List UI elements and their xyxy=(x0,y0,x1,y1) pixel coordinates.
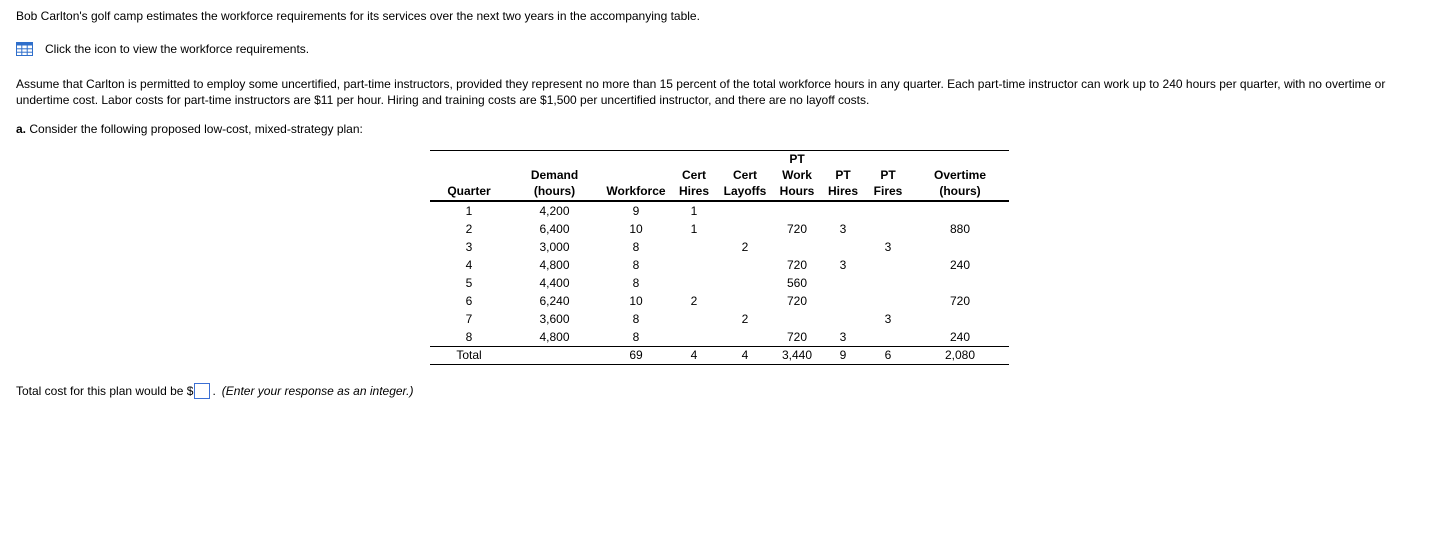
cell-workforce: 8 xyxy=(632,330,640,344)
table-row xyxy=(430,238,1009,256)
header-quarter: Quarter xyxy=(430,183,508,201)
cell-cert-hires: 1 xyxy=(690,222,698,236)
part-a-text: Consider the following proposed low-cost, mixed-strategy plan: xyxy=(29,122,363,136)
cell-pt-fires: 3 xyxy=(884,240,892,254)
cell-quarter: 8 xyxy=(465,330,473,344)
cell-cert-layoffs xyxy=(717,256,773,274)
header-overtime-line2: (hours) xyxy=(911,183,1009,201)
table-row xyxy=(430,328,1009,347)
cell-overtime: 240 xyxy=(949,258,971,272)
cell-cert-hires xyxy=(671,238,717,256)
cell-pt-fires xyxy=(865,274,911,292)
header-cert-hires-line2: Hires xyxy=(671,183,717,201)
answer-prefix: Total cost for this plan would be $ xyxy=(16,384,194,398)
cell-demand: 6,240 xyxy=(539,294,570,308)
cell-pt-fires: 3 xyxy=(884,312,892,326)
cell-cert-hires xyxy=(671,328,717,347)
cell-pt-hires: 3 xyxy=(839,330,847,344)
cell-pt-hires xyxy=(821,238,865,256)
workforce-plan-table-container xyxy=(430,150,1009,365)
cell-workforce: 8 xyxy=(632,240,640,254)
cell-workforce: 10 xyxy=(629,294,643,308)
table-row xyxy=(430,256,1009,274)
cell-overtime: 880 xyxy=(949,222,971,236)
header-cert-layoffs-line2: Layoffs xyxy=(717,183,773,201)
cell-workforce: 10 xyxy=(629,222,643,236)
total-label: Total xyxy=(430,347,508,365)
table-grid-icon[interactable] xyxy=(16,42,33,56)
cell-quarter: 6 xyxy=(465,294,473,308)
cell-pt-hires: 3 xyxy=(839,258,847,272)
cell-pt-hires xyxy=(821,274,865,292)
header-demand-line2: (hours) xyxy=(508,183,601,201)
cell-cert-hires xyxy=(671,274,717,292)
cell-demand: 6,400 xyxy=(539,222,570,236)
cell-demand: 4,200 xyxy=(539,204,570,218)
header-overtime-line1: Overtime xyxy=(933,168,987,182)
cell-quarter: 5 xyxy=(465,276,473,290)
total-cert-hires: 4 xyxy=(671,347,717,365)
cell-cert-hires: 1 xyxy=(690,204,698,218)
table-row xyxy=(430,310,1009,328)
cell-cert-layoffs xyxy=(717,220,773,238)
header-pt-fires-line1: PT xyxy=(880,168,896,182)
cell-workforce: 8 xyxy=(632,312,640,326)
cell-cert-layoffs xyxy=(717,201,773,220)
cell-demand: 4,400 xyxy=(539,276,570,290)
cell-pt-fires xyxy=(865,201,911,220)
total-workforce: 69 xyxy=(601,347,671,365)
cell-quarter: 7 xyxy=(465,312,473,326)
cell-demand: 4,800 xyxy=(539,258,570,272)
header-pt-hires-line2: Hires xyxy=(821,183,865,201)
cell-pt-work: 720 xyxy=(786,258,808,272)
cell-pt-hires xyxy=(821,201,865,220)
cell-pt-work xyxy=(773,201,821,220)
workforce-plan-table xyxy=(430,150,1009,365)
total-cert-layoffs: 4 xyxy=(717,347,773,365)
header-cert-hires-line1: Cert xyxy=(681,168,706,182)
cell-pt-work: 560 xyxy=(786,276,808,290)
cell-pt-hires xyxy=(821,292,865,310)
cell-quarter: 4 xyxy=(465,258,473,272)
answer-row xyxy=(16,383,413,399)
table-total-row xyxy=(430,347,1009,365)
cell-pt-fires xyxy=(865,292,911,310)
cell-cert-layoffs: 2 xyxy=(741,240,749,254)
intro-text: Bob Carlton's golf camp estimates the workforce requirements for its services over the next two years in the accompanying table. xyxy=(16,9,700,23)
cell-overtime xyxy=(911,201,1009,220)
cell-cert-hires xyxy=(671,256,717,274)
table-row xyxy=(430,201,1009,220)
header-pt-work-line2: Work xyxy=(782,168,812,182)
assumption-text: Assume that Carlton is permitted to employ some uncertified, part-time instructors, provided they represent no more than 15 percent of the total workforce hours in any quarter. Each part-time instructor can work up to 240 hours per quarter, with no overtime or undertime cost. Labor costs for part-time instructors are $11 per hour. Hiring and training costs are $1,500 per uncertified instructor, and there are no layoff costs. xyxy=(16,77,1386,107)
total-cost-input[interactable] xyxy=(194,383,210,399)
header-demand-line1: Demand xyxy=(530,168,579,182)
cell-cert-layoffs: 2 xyxy=(741,312,749,326)
total-overtime: 2,080 xyxy=(911,347,1009,365)
cell-quarter: 3 xyxy=(465,240,473,254)
cell-cert-layoffs xyxy=(717,292,773,310)
cell-cert-layoffs xyxy=(717,274,773,292)
header-pt-work-line3: Hours xyxy=(773,183,821,201)
cell-pt-hires xyxy=(821,310,865,328)
cell-pt-work: 720 xyxy=(786,222,808,236)
table-row xyxy=(430,274,1009,292)
cell-cert-layoffs xyxy=(717,328,773,347)
answer-suffix: . xyxy=(212,384,216,398)
cell-cert-hires xyxy=(671,310,717,328)
cell-quarter: 1 xyxy=(465,204,473,218)
cell-pt-fires xyxy=(865,220,911,238)
view-requirements-row xyxy=(16,41,309,57)
cell-overtime xyxy=(911,274,1009,292)
total-pt-hires: 9 xyxy=(821,347,865,365)
header-pt-work-line1: PT xyxy=(773,151,821,168)
cell-quarter: 2 xyxy=(465,222,473,236)
cell-overtime xyxy=(911,310,1009,328)
total-pt-fires: 6 xyxy=(865,347,911,365)
cell-demand: 3,000 xyxy=(539,240,570,254)
cell-workforce: 8 xyxy=(632,276,640,290)
cell-overtime: 240 xyxy=(949,330,971,344)
cell-demand: 4,800 xyxy=(539,330,570,344)
cell-pt-hires: 3 xyxy=(839,222,847,236)
cell-pt-work xyxy=(773,310,821,328)
header-cert-layoffs-line1: Cert xyxy=(732,168,757,182)
part-a-label: a. xyxy=(16,122,27,136)
total-pt-work: 3,440 xyxy=(773,347,821,365)
cell-pt-work: 720 xyxy=(786,294,808,308)
table-row xyxy=(430,220,1009,238)
cell-workforce: 9 xyxy=(632,204,640,218)
cell-pt-fires xyxy=(865,256,911,274)
table-row xyxy=(430,292,1009,310)
header-pt-fires-line2: Fires xyxy=(865,183,911,201)
cell-cert-hires: 2 xyxy=(690,294,698,308)
cell-workforce: 8 xyxy=(632,258,640,272)
cell-pt-work xyxy=(773,238,821,256)
header-pt-hires-line1: PT xyxy=(835,168,851,182)
part-a-prompt xyxy=(16,121,363,137)
cell-pt-fires xyxy=(865,328,911,347)
cell-demand: 3,600 xyxy=(539,312,570,326)
cell-overtime xyxy=(911,238,1009,256)
total-demand xyxy=(508,347,601,365)
header-workforce: Workforce xyxy=(601,183,671,201)
view-requirements-text: Click the icon to view the workforce requirements. xyxy=(45,42,310,56)
cell-overtime: 720 xyxy=(949,294,971,308)
answer-hint: (Enter your response as an integer.) xyxy=(221,384,414,398)
cell-pt-work: 720 xyxy=(786,330,808,344)
